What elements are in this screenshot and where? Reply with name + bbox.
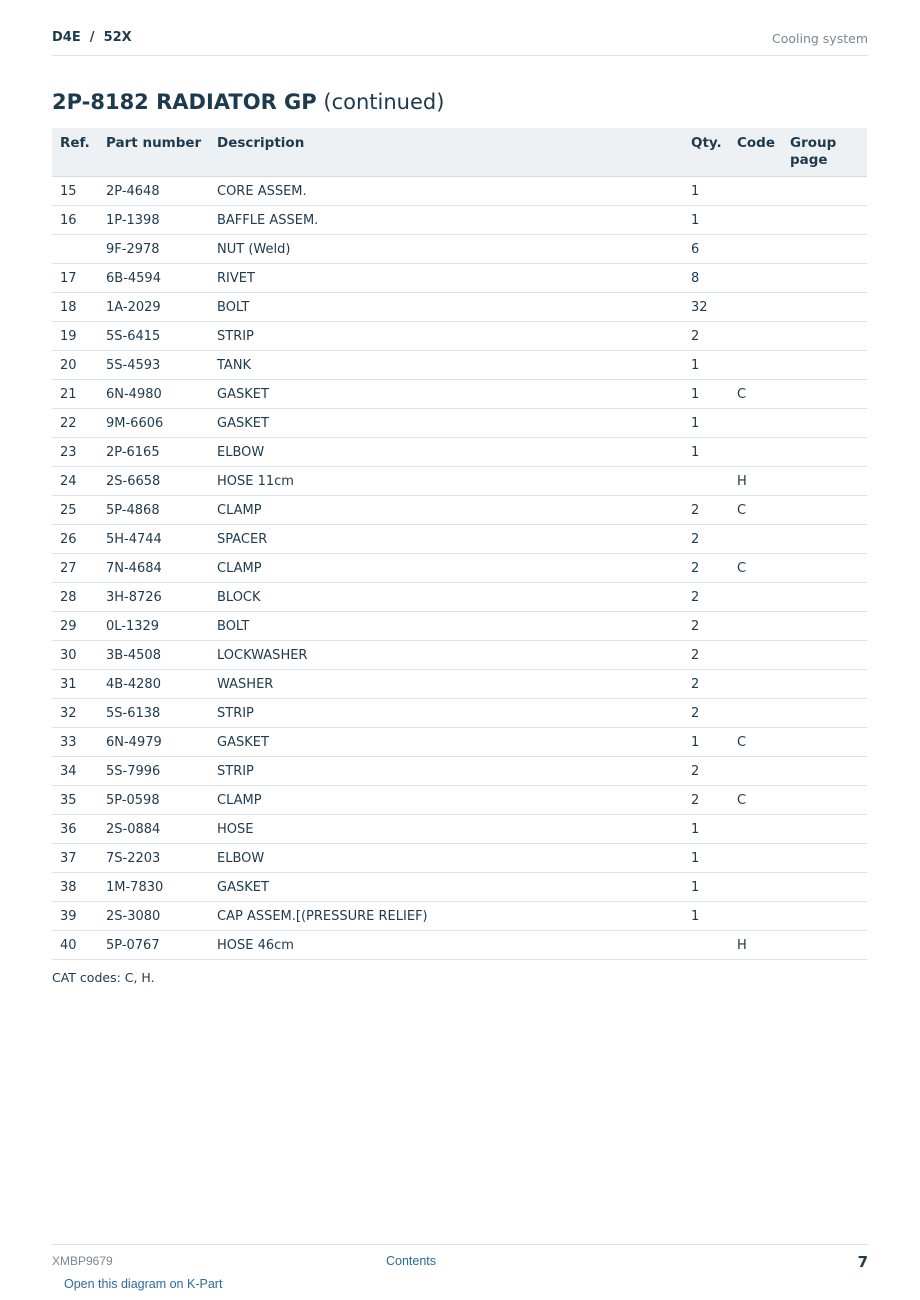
cell-qty: 2 [691,764,700,779]
cell-qty: 2 [691,648,700,663]
page-number: 7 [857,1253,868,1271]
table-row [52,409,867,438]
cell-part-number[interactable]: 1P-1398 [106,213,160,228]
cell-description: STRIP [217,764,254,779]
parts-table [52,128,867,960]
cell-ref: 19 [60,329,77,344]
cell-qty: 8 [691,271,700,286]
cell-part-number[interactable]: 6B-4594 [106,271,161,286]
cell-description: CLAMP [217,793,262,808]
cell-description: WASHER [217,677,274,692]
cell-part-number[interactable]: 5P-4868 [106,503,160,518]
cell-ref: 27 [60,561,77,576]
cell-code: C [737,387,747,402]
cell-ref: 15 [60,184,77,199]
cell-part-number[interactable]: 3B-4508 [106,648,161,663]
cell-description: GASKET [217,880,269,895]
cell-description: HOSE 11cm [217,474,294,489]
cell-qty: 2 [691,677,700,692]
cell-qty: 1 [691,735,700,750]
cell-description: ELBOW [217,445,265,460]
cell-part-number[interactable]: 5S-7996 [106,764,161,779]
cell-qty: 32 [691,300,708,315]
cell-qty: 2 [691,532,700,547]
table-row [52,612,867,641]
cell-ref: 29 [60,619,77,634]
table-row [52,641,867,670]
cell-part-number[interactable]: 5S-6415 [106,329,161,344]
cell-description: HOSE [217,822,254,837]
title-suffix: (continued) [323,90,445,114]
cell-ref: 30 [60,648,77,663]
table-row [52,873,867,902]
cell-qty: 1 [691,184,700,199]
col-qty: Qty. [691,135,722,151]
cell-qty: 1 [691,358,700,373]
cat-codes-note: CAT codes: C, H. [52,970,155,985]
cell-part-number[interactable]: 2P-6165 [106,445,160,460]
cell-qty: 2 [691,329,700,344]
table-row [52,235,867,264]
cell-ref: 26 [60,532,77,547]
table-row [52,496,867,525]
table-row [52,844,867,873]
cell-part-number[interactable]: 2S-3080 [106,909,161,924]
cell-description: HOSE 46cm [217,938,294,953]
cell-description: ELBOW [217,851,265,866]
cell-qty: 2 [691,706,700,721]
col-ref: Ref. [60,135,90,151]
cell-code: H [737,938,747,953]
cell-part-number[interactable]: 1A-2029 [106,300,161,315]
table-row [52,670,867,699]
cell-ref: 24 [60,474,77,489]
table-row [52,757,867,786]
cell-ref: 16 [60,213,77,228]
cell-description: CLAMP [217,561,262,576]
cell-ref: 37 [60,851,77,866]
table-row [52,786,867,815]
table-row [52,467,867,496]
cell-ref: 25 [60,503,77,518]
table-row [52,264,867,293]
col-part-number: Part number [106,135,202,151]
cell-part-number[interactable]: 9F-2978 [106,242,160,257]
cell-qty: 1 [691,822,700,837]
table-row [52,525,867,554]
cell-ref: 28 [60,590,77,605]
cell-qty: 1 [691,851,700,866]
cell-part-number[interactable]: 5P-0598 [106,793,160,808]
cell-qty: 2 [691,793,700,808]
cell-code: C [737,503,747,518]
table-row [52,206,867,235]
cell-qty: 1 [691,445,700,460]
cell-part-number[interactable]: 5S-6138 [106,706,161,721]
kpart-diagram-link[interactable]: Open this diagram on K-Part [64,1277,223,1291]
document-id: XMBP9679 [52,1254,113,1268]
table-header [52,128,867,177]
contents-link[interactable]: Contents [386,1254,437,1268]
cell-part-number[interactable]: 5P-0767 [106,938,160,953]
cell-description: BOLT [217,619,250,634]
cell-code: C [737,735,747,750]
cell-description: GASKET [217,735,269,750]
cell-ref: 38 [60,880,77,895]
cell-qty: 6 [691,242,700,257]
cell-qty: 1 [691,909,700,924]
cell-description: BAFFLE ASSEM. [217,213,319,228]
cell-part-number[interactable]: 5H-4744 [106,532,162,547]
table-row [52,351,867,380]
cell-part-number[interactable]: 7S-2203 [106,851,161,866]
table-row [52,583,867,612]
cell-ref: 31 [60,677,77,692]
page-footer [52,1244,868,1274]
cell-part-number[interactable]: 0L-1329 [106,619,160,634]
cell-ref: 17 [60,271,77,286]
cell-description: GASKET [217,416,269,431]
cell-part-number[interactable]: 4B-4280 [106,677,161,692]
cell-description: GASKET [217,387,269,402]
page-header [52,28,868,56]
cell-ref: 36 [60,822,77,837]
cell-ref: 21 [60,387,77,402]
table-row [52,699,867,728]
table-row [52,902,867,931]
cell-description: TANK [217,358,252,373]
table-row [52,815,867,844]
cell-qty: 2 [691,619,700,634]
cell-ref: 34 [60,764,77,779]
cell-part-number[interactable]: 2P-4648 [106,184,160,199]
cell-description: RIVET [217,271,255,286]
cell-ref: 23 [60,445,77,460]
section-label: Cooling system [772,31,868,46]
cell-ref: 40 [60,938,77,953]
cell-qty: 1 [691,387,700,402]
cell-description: STRIP [217,706,254,721]
col-description: Description [217,135,305,151]
cell-part-number[interactable]: 6N-4979 [106,735,162,750]
cell-part-number[interactable]: 1M-7830 [106,880,164,895]
table-row [52,438,867,467]
cell-description: BOLT [217,300,250,315]
cell-part-number[interactable]: 6N-4980 [106,387,162,402]
cell-qty: 1 [691,213,700,228]
cell-qty: 2 [691,561,700,576]
cell-description: SPACER [217,532,268,547]
cell-ref: 32 [60,706,77,721]
table-row [52,554,867,583]
cell-code: H [737,474,747,489]
title-main: 2P-8182 RADIATOR GP [52,90,317,114]
cell-code: C [737,793,747,808]
cell-description: NUT (Weld) [217,242,291,257]
cell-description: STRIP [217,329,254,344]
cell-ref: 22 [60,416,77,431]
cell-ref: 33 [60,735,77,750]
table-row [52,177,867,206]
cell-description: CLAMP [217,503,262,518]
cell-description: CORE ASSEM. [217,184,307,199]
cell-ref: 18 [60,300,77,315]
col-group-page: Group page [790,135,837,168]
cell-ref: 20 [60,358,77,373]
cell-part-number[interactable]: 2S-6658 [106,474,161,489]
table-body [52,177,867,960]
cell-ref: 39 [60,909,77,924]
page-title [52,90,444,114]
cell-description: BLOCK [217,590,261,605]
cell-ref: 35 [60,793,77,808]
table-row [52,380,867,409]
model-label: D4E / 52X [52,30,132,45]
cell-part-number[interactable]: 9M-6606 [106,416,164,431]
cell-qty: 2 [691,590,700,605]
table-row [52,931,867,960]
col-code: Code [737,135,776,151]
cell-part-number[interactable]: 2S-0884 [106,822,161,837]
cell-code: C [737,561,747,576]
table-row [52,293,867,322]
cell-part-number[interactable]: 3H-8726 [106,590,162,605]
cell-part-number[interactable]: 7N-4684 [106,561,162,576]
cell-part-number[interactable]: 5S-4593 [106,358,161,373]
table-row [52,322,867,351]
cell-qty: 2 [691,503,700,518]
cell-description: LOCKWASHER [217,648,308,663]
cell-qty: 1 [691,416,700,431]
table-row [52,728,867,757]
cell-qty: 1 [691,880,700,895]
cell-description: CAP ASSEM.[(PRESSURE RELIEF) [217,909,428,924]
